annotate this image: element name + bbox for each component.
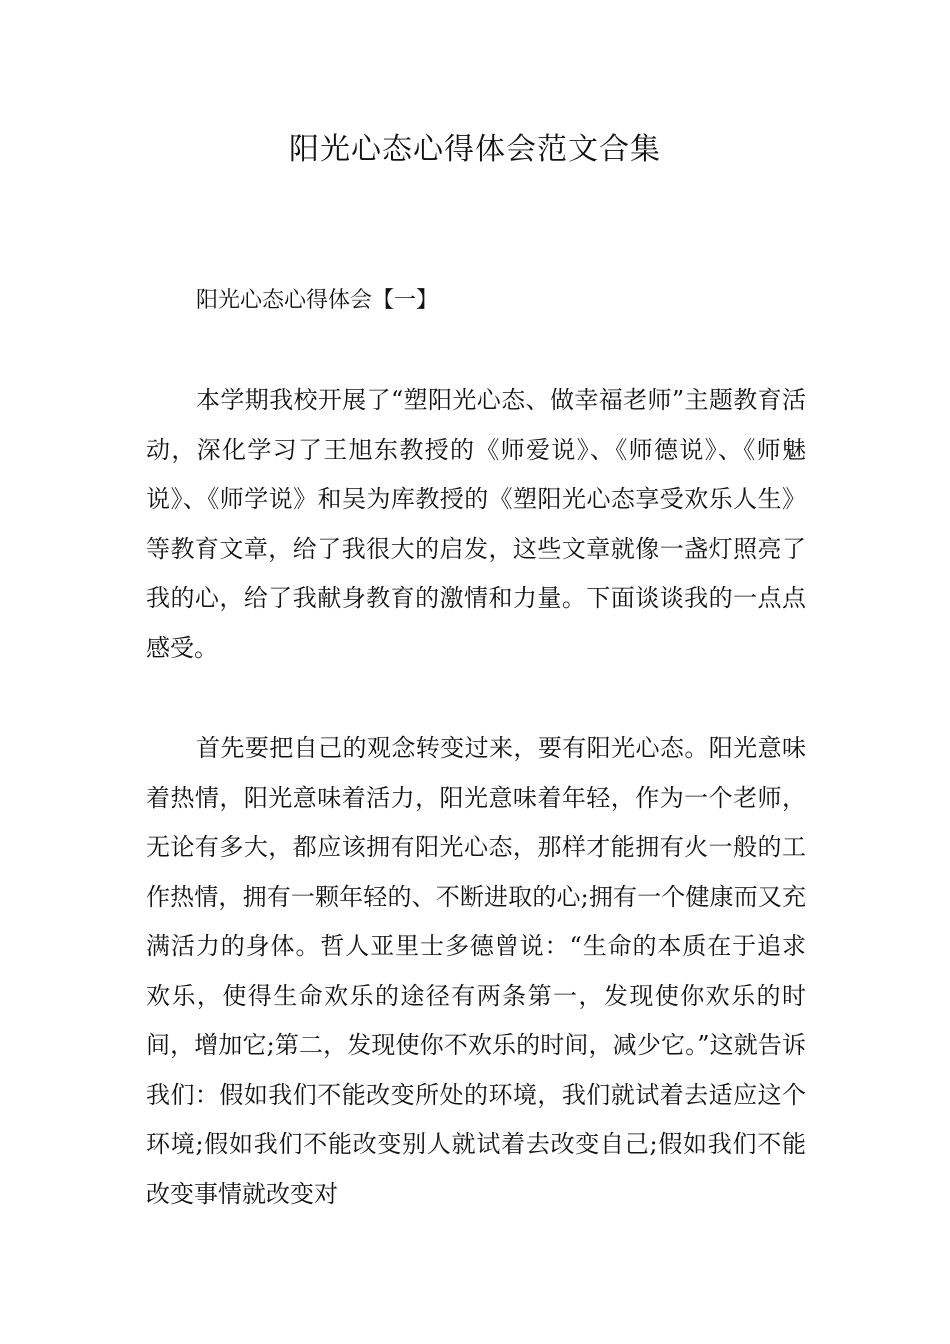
section-heading: 阳光心态心得体会【一】 bbox=[196, 288, 439, 313]
body-paragraph: 本学期我校开展了“塑阳光心态、做幸福老师”主题教育活动，深化学习了王旭东教授的《师爱说》、《师德说》、《师魅说》、《师学说》和吴为库教授的《塑阳光心态享受欢乐人生》等教育文章，给了我很大的启发，这些文章就像一盏灯照亮了我的心，给了我献身教育的激情和力量。下面谈谈我的一点点感受。 bbox=[146, 386, 806, 662]
body-paragraph: 首先要把自己的观念转变过来，要有阳光心态。阳光意味着热情，阳光意味着活力，阳光意味着年轻，作为一个老师，无论有多大，都应该拥有阳光心态，那样才能拥有火一般的工作热情，拥有一颗年轻的、不断进取的心;拥有一个健康而又充满活力的身体。哲人亚里士多德曾说：“生命的本质在于追求欢乐，使得生命欢乐的途径有两条第一，发现使你欢乐的时间，增加它;第二，发现使你不欢乐的时间，减少它。”这就告诉我们：假如我们不能改变所处的环境，我们就试着去适应这个环境;假如我们不能改变别人就试着去改变自己;假如我们不能改变事情就改变对 bbox=[146, 734, 806, 1208]
document-title: 阳光心态心得体会范文合集 bbox=[289, 132, 661, 167]
